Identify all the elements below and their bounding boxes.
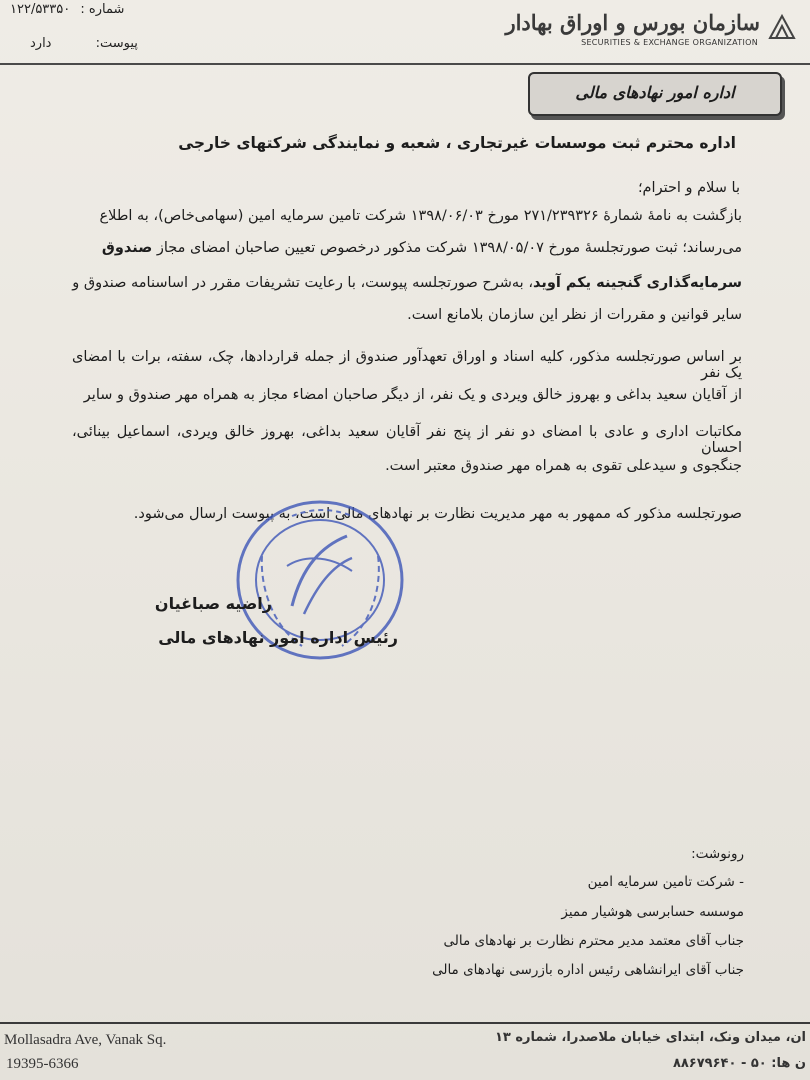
recipient: اداره محترم ثبت موسسات غیرتجاری ، شعبه و نمایندگی شرکتهای خارجی	[178, 134, 736, 152]
cc-item: جناب آقای معتمد مدیر محترم نظارت بر نهادهای مالی	[443, 933, 744, 949]
greeting: با سلام و احترام؛	[637, 180, 740, 196]
attachment-label: پیوست:	[95, 36, 138, 51]
org-name-fa: سازمان بورس و اوراق بهادار	[505, 10, 760, 35]
footer-address-en: Mollasadra Ave, Vanak Sq.	[4, 1032, 167, 1048]
footer-divider	[0, 1022, 810, 1024]
p1-line2-text: می‌رساند؛ ثبت صورتجلسهٔ مورخ ۱۳۹۸/۰۵/۰۷ شرکت مذکور درخصوص تعیین صاحبان امضای مجاز	[156, 240, 742, 256]
attachment-value: دارد	[30, 36, 52, 51]
paragraph1-line3	[72, 275, 742, 291]
paragraph1-line2	[72, 240, 742, 256]
fund-name-part2: سرمایه‌گذاری گنجینه یکم آوید	[533, 275, 742, 291]
paragraph2-line1: بر اساس صورتجلسه مذکور، کلیه اسناد و اوراق تعهدآور صندوق از جمله قراردادها، چک، سفته، برات با امضای یک نفر	[72, 349, 742, 381]
letter-attachment	[30, 36, 138, 51]
footer-postal-en: 19395-6366	[6, 1056, 79, 1072]
header-divider	[0, 63, 810, 65]
number-value: ۱۲۲/۵۳۳۵۰	[10, 2, 71, 17]
paragraph1-line4: سایر قوانین و مقررات از نظر این سازمان بلامانع است.	[407, 307, 742, 323]
paragraph1-line1: بازگشت به نامهٔ شمارهٔ ۲۷۱/۲۳۹۳۲۶ مورخ ۱۳۹۸/۰۶/۰۳ شرکت تامین سرمایه امین (سهامی‌خاص)، به اطلاع	[99, 208, 742, 224]
org-name-en: SECURITIES & EXCHANGE ORGANIZATION	[581, 38, 758, 47]
cc-item: موسسه حسابرسی هوشیار ممیز	[561, 904, 744, 920]
fund-name-part1: صندوق	[101, 240, 153, 256]
paragraph2-line2: از آقایان سعید بداغی و بهروز خالق ویردی و یک نفر، از دیگر صاحبان امضاء مجاز به همراه مهر صندوق و سایر	[83, 387, 742, 403]
letter-number	[10, 2, 124, 17]
cc-label: رونوشت:	[691, 846, 744, 862]
signatory-title: رئیس اداره امور نهادهای مالی	[158, 628, 398, 647]
number-label: شماره :	[80, 2, 125, 17]
footer-phone-fa: ن ها: ۵۰ - ۸۸۶۷۹۶۴۰	[672, 1056, 806, 1071]
paragraph2-line4: جنگجوی و سیدعلی تقوی به همراه مهر صندوق معتبر است.	[385, 458, 742, 474]
department-box: اداره امور نهادهای مالی	[528, 72, 782, 116]
footer-address-fa: ان، میدان ونک، ابتدای خیابان ملاصدرا، شماره ۱۳	[494, 1030, 806, 1045]
paragraph3: صورتجلسه مذکور که ممهور به مهر مدیریت نظارت بر نهادهای مالی است، به پیوست ارسال می‌شود.	[133, 506, 742, 522]
seo-logo-icon	[766, 12, 798, 42]
signatory-name: راضیه صباغیان	[154, 594, 272, 613]
cc-item: جناب آقای ایرانشاهی رئیس اداره بازرسی نهادهای مالی	[432, 962, 744, 978]
p1-line3-text: ، به‌شرح صورتجلسه پیوست، با رعایت تشریفات مقرر در اساسنامه صندوق و	[72, 275, 534, 291]
cc-item: - شرکت تامین سرمایه امین	[587, 874, 744, 890]
paragraph2-line3: مکاتبات اداری و عادی با امضای دو نفر از پنج نفر آقایان سعید بداغی، بهروز خالق ویردی، اسماعیل بینائی، احسان	[72, 424, 742, 456]
